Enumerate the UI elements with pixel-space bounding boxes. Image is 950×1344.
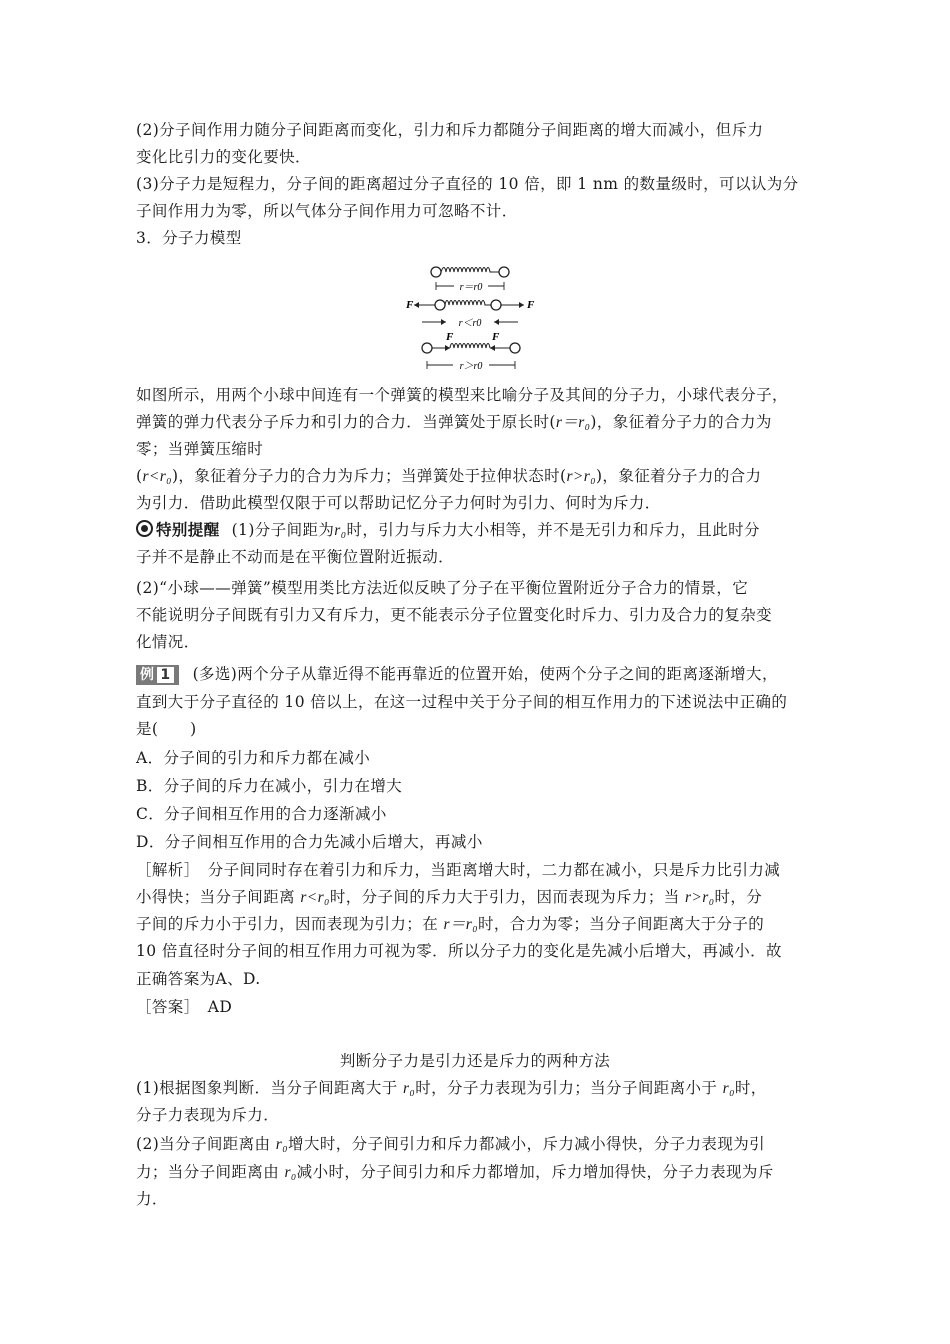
svg-text:F: F [446,331,454,343]
answer-line: ［答案］ AD [136,998,233,1016]
tip-line1: 特别提醒 (1)分子间距为r₀时，引力与斥力大小相等，并不是无引力和斥力，且此时分 [136,520,760,541]
option-d: D．分子间相互作用的合力先减小后增大，再减小 [136,833,483,851]
para-short-range-line1: (3)分子力是短程力，分子间的距离超过分子直径的 10 倍，即 1 nm 的数量级时，可以认为分 [136,175,799,193]
para-model-line3: 零；当弹簧压缩时 [136,440,264,458]
tip-line5: 化情况． [136,633,200,651]
option-a: A．分子间的引力和斥力都在减小 [136,749,371,767]
label-r-less-r0: r＜r0 [458,318,482,329]
method-title: 判断分子力是引力还是斥力的两种方法 [339,1052,611,1070]
method-line5: 力． [136,1190,168,1208]
tip-label: 特别提醒 [156,521,220,539]
para-force-variation-line2: 变化比引力的变化要快． [136,148,311,166]
analysis-line4: 10 倍直径时分子间的相互作用力可视为零．所以分子力的变化是先减小后增大，再减小．故 [136,942,782,960]
method-line2: 分子力表现为斥力． [136,1106,280,1124]
tip-line3: (2)“小球——弹簧”模型用类比方法近似反映了分子在平衡位置附近分子合力的情景，它 [136,579,749,597]
para-model-line4: (r<r₀)，象征着分子力的合力为斥力；当弹簧处于拉伸状态时(r>r₀)，象征着分子力的合力 [136,467,762,485]
method-line1: (1)根据图象判断．当分子间距离大于 r₀时，分子力表现为引力；当分子间距离小于 r₀时， [136,1079,767,1097]
spring-model-figure [400,262,550,382]
spring-row-compressed [405,299,535,329]
spring-row-stretched [422,331,520,372]
analysis-line1: ［解析］ 分子间同时存在着引力和斥力，当距离增大时，二力都在减小，只是斥力比引力减 [136,861,781,879]
analysis-line5: 正确答案为A、D. [136,970,261,988]
label-r-greater-r0: r＞r0 [459,361,483,372]
section-heading-model: 3．分子力模型 [136,229,242,247]
example-line3: 是( ) [136,720,197,738]
tip-icon [136,520,153,537]
spring-row-equilibrium [431,267,509,293]
analysis-line2: 小得快；当分子间距离 r<r₀时，分子间的斥力大于引力，因而表现为斥力；当 r>r₀时，分 [136,888,763,906]
option-b: B．分子间的斥力在减小，引力在增大 [136,777,403,795]
para-model-line5: 为引力．借助此模型仅限于可以帮助记忆分子力何时为引力、何时为斥力． [136,494,661,512]
para-model-line1: 如图所示，用两个小球中间连有一个弹簧的模型来比喻分子及其间的分子力，小球代表分子， [136,386,788,404]
molecule-ball-right [499,267,509,277]
force-label-left: F [406,299,414,311]
example-line1: 例 1 (多选)两个分子从靠近得不能再靠近的位置开始，使两个分子之间的距离逐渐增大， [136,664,778,685]
label-r-equal-r0: r＝r0 [459,282,483,293]
tip-line4: 不能说明分子间既有引力又有斥力，更不能表示分子位置变化时斥力、引力及合力的复杂变 [136,606,773,624]
method-line3: (2)当分子间距离由 r₀增大时，分子间引力和斥力都减小，斥力减小得快，分子力表现为引 [136,1135,766,1153]
example-line2: 直到大于分子直径的 10 倍以上，在这一过程中关于分子间的相互作用力的下述说法中正确的 [136,693,788,711]
para-force-variation-line1: (2)分子间作用力随分子间距离而变化，引力和斥力都随分子间距离的增大而减小，但斥力 [136,121,764,139]
method-line4: 力；当分子间距离由 r₀减小时，分子间引力和斥力都增加，斥力增加得快，分子力表现为斥 [136,1163,774,1181]
para-model-line2: 弹簧的弹力代表分子斥力和引力的合力．当弹簧处于原长时(r＝r₀)，象征着分子力的合力为 [136,413,772,431]
option-c: C．分子间相互作用的合力逐渐减小 [136,805,387,823]
tip-line2: 子并不是静止不动而是在平衡位置附近振动． [136,548,455,566]
analysis-line3: 子间的斥力小于引力，因而表现为引力；在 r＝r₀时，合力为零；当分子间距离大于分子的 [136,915,765,933]
force-label-right: F [527,299,535,311]
para-short-range-line2: 子间作用力为零，所以气体分子间作用力可忽略不计． [136,202,518,220]
spring-coil [441,268,499,273]
example-badge: 例 1 [136,665,179,685]
molecule-ball-left [431,267,441,277]
svg-text:F: F [492,331,500,343]
